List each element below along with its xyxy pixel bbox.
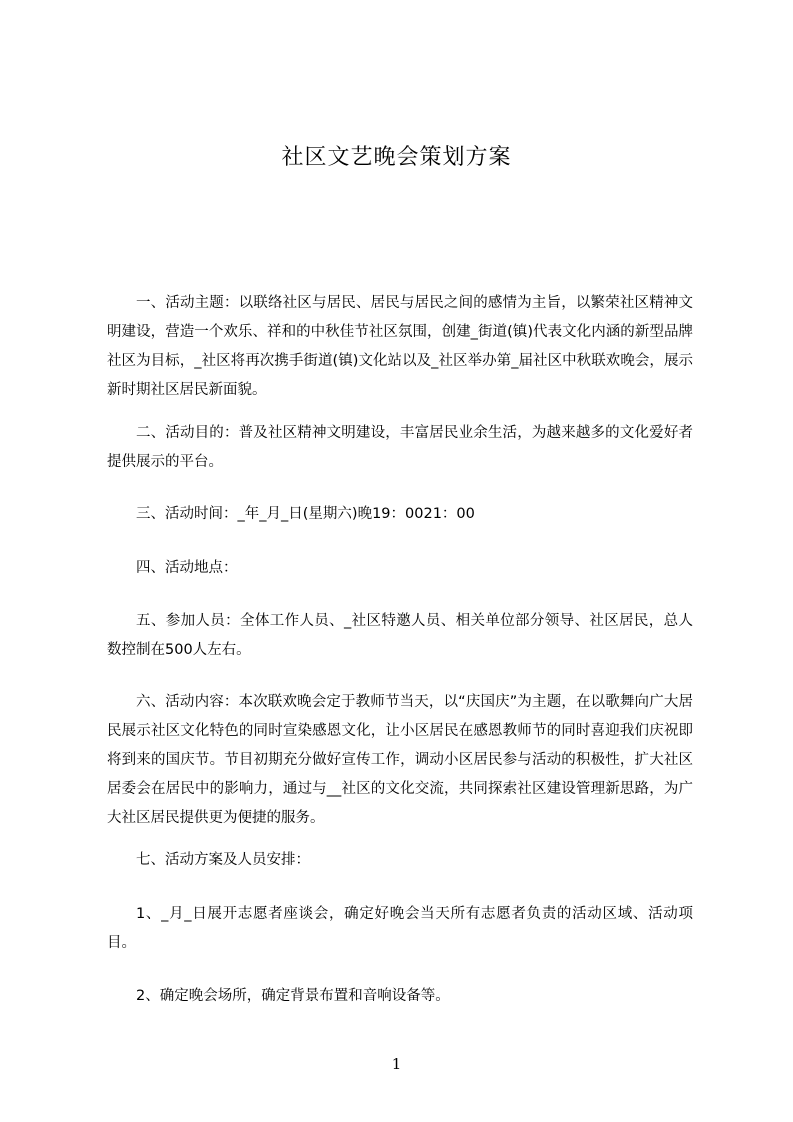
paragraph-activity-theme: 一、活动主题：以联络社区与居民、居民与居民之间的感情为主旨，以繁荣社区精神文明建设，营造一个欢乐、祥和的中秋佳节社区氛围，创建_街道(镇)代表文化内涵的新型品牌社区为目标，_社区将再次携手街道(镇)文化站以及_社区举办第_届社区中秋联欢晚会，展示新时期社区居民新面貌。 bbox=[107, 295, 693, 398]
paragraph-activity-content: 六、活动内容：本次联欢晚会定于教师节当天，以“庆国庆”为主题，在以歌舞向广大居民展示社区文化特色的同时宣染感恩文化，让小区居民在感恩教师节的同时喜迎我们庆祝即将到来的国庆节。节目初期充分做好宣传工作，调动小区居民参与活动的积极性，扩大社区居委会在居民中的影响力，通过与__社区的文化交流，共同探索社区建设管理新思路，为广大社区居民提供更为便捷的服务。 bbox=[107, 694, 693, 826]
paragraph-plan-heading: 七、活动方案及人员安排： bbox=[136, 852, 310, 868]
paragraph-activity-location: 四、活动地点： bbox=[136, 560, 238, 576]
paragraph-activity-purpose: 二、活动目的：普及社区精神文明建设，丰富居民业余生活，为越来越多的文化爱好者提供展示的平台。 bbox=[107, 425, 693, 470]
paragraph-participants: 五、参加人员：全体工作人员、_社区特邀人员、相关单位部分领导、社区居民，总人数控制在500人左右。 bbox=[107, 613, 693, 658]
paragraph-plan-item-2: 2、确定晚会场所，确定背景布置和音响设备等。 bbox=[136, 988, 450, 1004]
paragraph-plan-item-1: 1、_月_日展开志愿者座谈会，确定好晚会当天所有志愿者负责的活动区域、活动项目。 bbox=[107, 906, 693, 951]
paragraph-activity-time: 三、活动时间：_年_月_日(星期六)晚19：0021：00 bbox=[136, 506, 475, 522]
document-title: 社区文艺晚会策划方案 bbox=[281, 145, 512, 170]
page-number: 1 bbox=[391, 1055, 402, 1073]
